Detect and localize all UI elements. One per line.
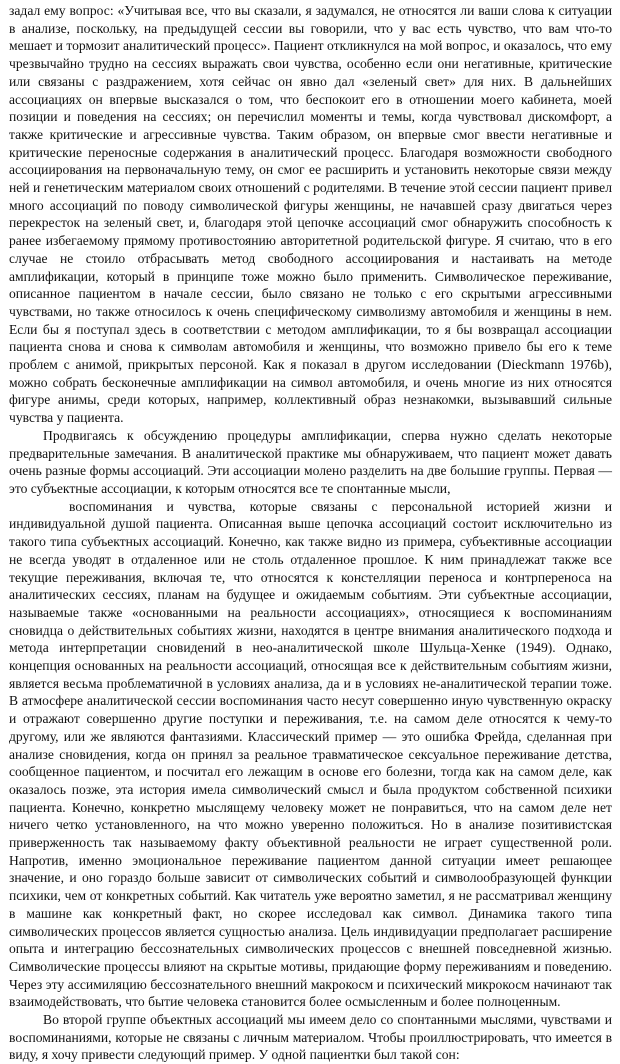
paragraph-3: воспоминания и чувства, которые связаны с персональной историей жизни и индивидуальной душой пациента. Описанная выше цепочка ассоциаций состоит исключительно из такого типа субъектных ассоциаций. Конечно, как также видно из примера, субъективные ассоциации не всегда уводят в отдаленное или не столь отдаленное прошлое. К ним принадлежат также все текущие переживания, включая те, что относятся к констелляции переноса и контрпереноса на аналитических сессиях, планам на будущее и ожидаемым событиям. Эти субъектные ассоциации, называемые также «основанными на реальности ассоциациях», относящиеся к воспоминаниям сновидца о действительных событиях жизни, находятся в центре внимания аналитического подхода и метода интерпретации сновидений в нео-аналитической школе Шульца-Хенке (1949). Однако, концепция основанных на реальности ассоциаций, относящая все к действительным событиям жизни, является весьма проблематичной в условиях анализа, да и в условиях не-аналитической терапии тоже. В атмосфере аналитической сессии воспоминания часто несут совершенно иную чувственную окраску и отражают совершенно другие поступки и переживания, т.е. на самом деле относятся к чему-то другому, или же являются фантазиями. Классический пример — это ошибка Фрейда, сделанная при анализе сновидения, когда он принял за реальное травматическое сексуальное переживание детства, сообщенное пациентом, и посчитал его лежащим в основе его болезни, тогда как на самом деле, как оказалось позже, эта история имела символический смысл и была продуктом собственной психики пациента. Конечно, конкретно мыслящему человеку может не понравиться, что на самом деле нет ничего четко установленного, на что можно уверенно положиться. Но в анализе позитивистская приверженность так называемому факту объективной реальности не играет существенной роли. Напротив, именно эмоциональное переживание пациентом данной ситуации имеет решающее значение, и оно гораздо больше зависит от символических событий и символообразующей функции психики, чем от конкретных событий. Как читатель уже вероятно заметил, я не рассматривал женщину в машине как конкретный факт, но скорее исследовал как символ. Динамика такого типа символических процессов является сущностью анализа. Цель индивидуации предполагает расширение опыта и интеграцию бессознательных символических процессов с внешней повседневной жизнью. Символические процессы влияют на скрытые мотивы, придающие форму переживаниям и поведению. Через эту ассимиляцию бессознательного внешний макрокосм и психический микрокосм начинают так взаимодействовать, что бытие человека становится более осмысленным и более полноценным. [9, 498, 612, 1010]
paragraph-1: задал ему вопрос: «Учитывая все, что вы сказали, я задумался, не относятся ли ваши слова к ситуации в анализе, поскольку, на предыдущей сессии вы говорили, что у вас есть чувство, что вам что-то мешает и тормозит аналитический процесс». Пациент откликнулся на мой вопрос, и оказалось, что ему чрезвычайно трудно на сессиях выражать свои чувства, особенно если они негативные, критические или связаны с раздражением, хотя сейчас он явно дал «зеленый свет» для них. В дальнейших ассоциациях он впервые высказался о том, что беспокоит его в отношении моего кабинета, моей позиции и поведения на сессиях; он перечислил моменты и темы, когда чувствовал дискомфорт, а также критические и агрессивные чувства. Таким образом, он впервые смог ввести негативные и критические переносные содержания в аналитический процесс. Благодаря возможности свободного ассоциирования на первоначальную тему, он смог ее расширить и установить некоторые связи между ней и генетическим материалом своих отношений с родителями. В течение этой сессии пациент привел много ассоциаций по поводу символической фигуры женщины, не начавшей сразу двигаться через перекресток на зеленый свет, и, благодаря этой цепочке ассоциаций смог обнаружить способность к ранее избегаемому прямому противостоянию авторитетной родительской фигуре. Я считаю, что в его случае не стоило отбрасывать метод свободного ассоциирования и настаивать на методе амплификации, который в принципе тоже можно было применить. Символическое переживание, описанное пациентом в начале сессии, было связано не только с его скрытыми агрессивными чувствами, но также относилось к очень специфическому символизму автомобиля и женщины в нем. Если бы я поступал здесь в соответствии с методом амплификации, то я бы возвращал ассоциации пациента снова и снова к символам автомобиля и женщины, что возможно привело бы его к теме проблем с анимой, прикрытых персоной. Как я показал в другом исследовании (Dieckmann 1976b), можно собрать бесконечные амплификации на символ автомобиля, и очень многие из них относятся фигуре анимы, среди которых, например, коллективный образ незнакомки, вызывавший сильные чувства у пациента. [9, 3, 612, 426]
paragraph-2: Продвигаясь к обсуждению процедуры амплификации, сперва нужно сделать некоторые предварительные замечания. В аналитической практике мы обнаруживаем, что пациент может давать очень разные формы ассоциаций. Эти ассоциации молено разделить на две большие группы. Первая — это субъектные ассоциации, к которым относятся все те спонтанные мысли, [9, 427, 612, 496]
paragraph-4: Во второй группе объектных ассоциаций мы имеем дело со спонтанными мыслями, чувствами и воспоминаниями, которые не связаны с личным материалом. Чтобы проиллюстрировать, что имеется в виду, я хочу привести следующий пример. У одной пациентки был такой сон: [9, 1012, 612, 1063]
